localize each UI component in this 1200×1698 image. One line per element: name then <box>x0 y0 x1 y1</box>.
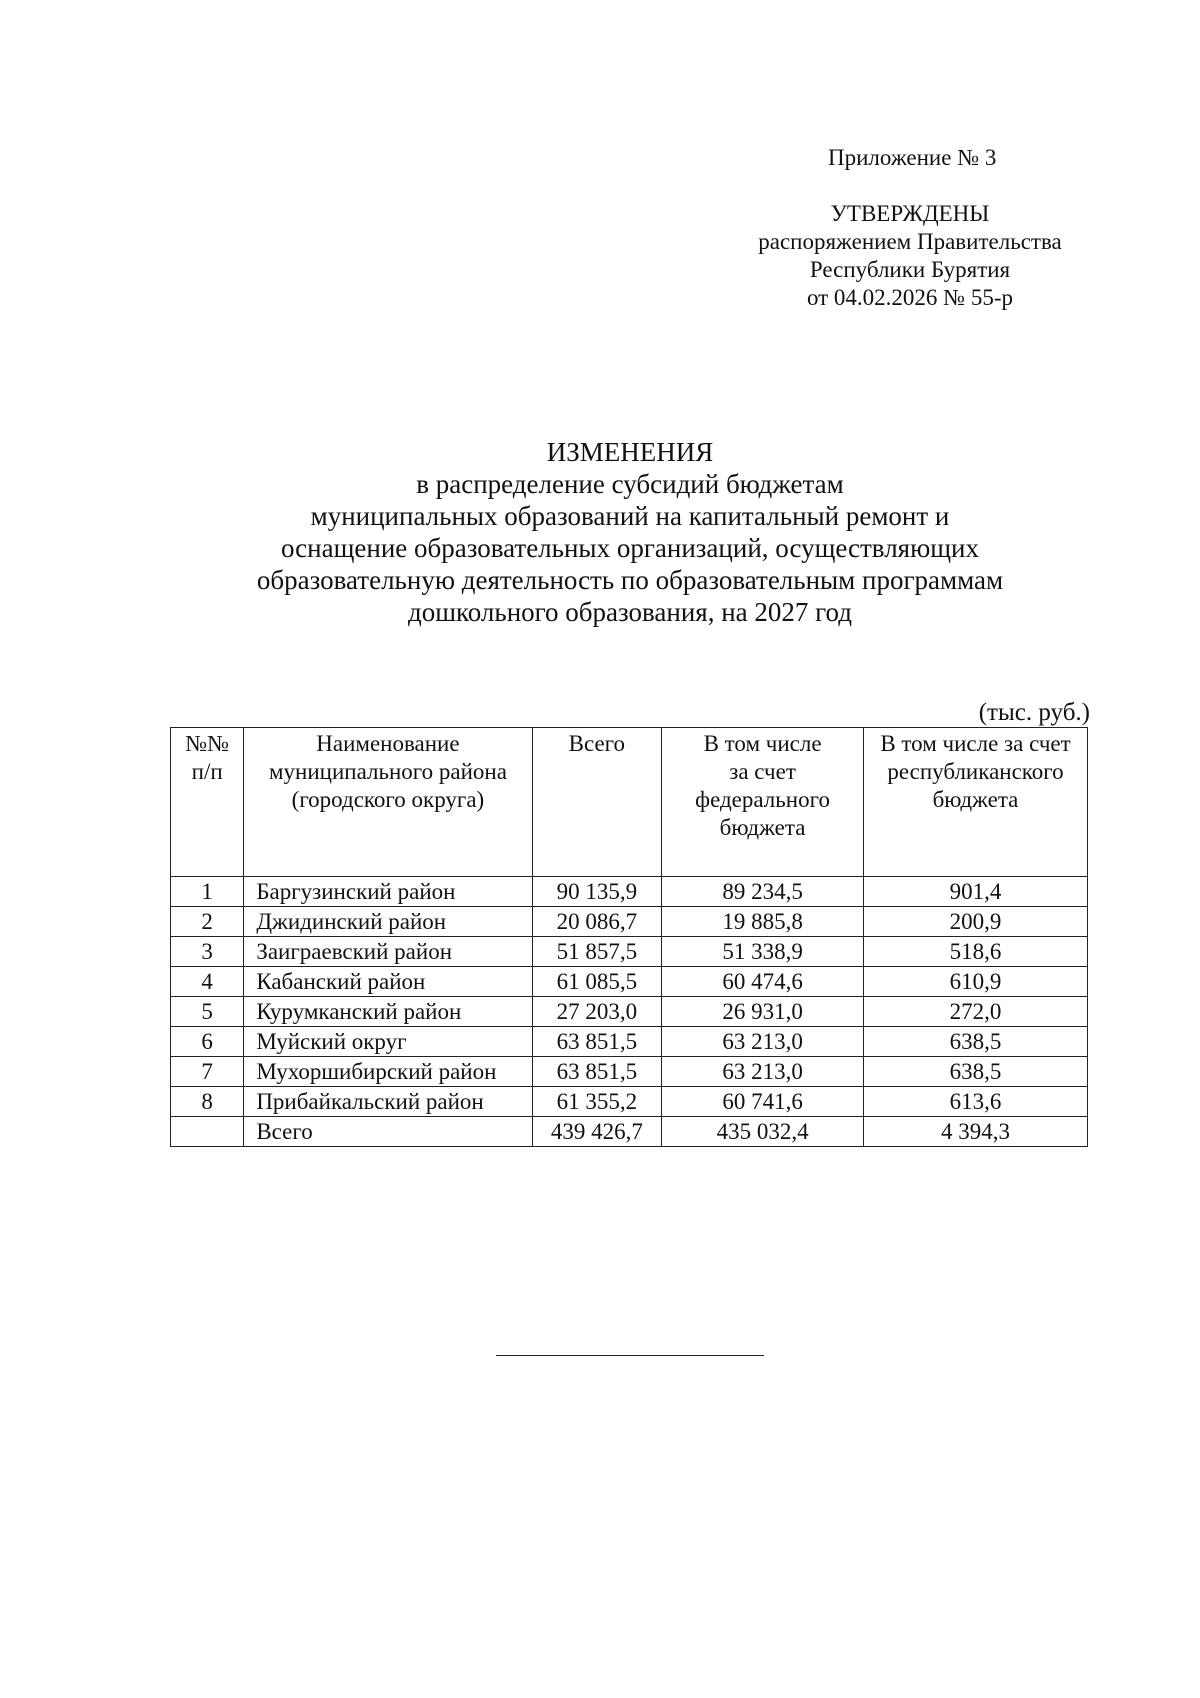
cell-total: 61 085,5 <box>532 967 662 997</box>
table-row <box>171 1057 1088 1087</box>
cell-name: Заиграевский район <box>244 937 532 967</box>
cell-num: 7 <box>171 1057 244 1087</box>
closing-rule <box>496 1355 764 1356</box>
cell-republic: 638,5 <box>864 1027 1088 1057</box>
cell-republic: 272,0 <box>864 997 1088 1027</box>
cell-federal: 63 213,0 <box>662 1057 864 1087</box>
cell-federal: 19 885,8 <box>662 907 864 937</box>
approval-line: Республики Бурятия <box>809 257 1011 282</box>
approval-line: от 04.02.2026 № 55-р <box>806 285 1014 310</box>
approval-line: распоряжением Правительства <box>758 229 1062 254</box>
cell-total: 51 857,5 <box>532 937 662 967</box>
header-republic: В том числе за счет республиканского бюджета <box>864 728 1088 877</box>
cell-federal: 51 338,9 <box>662 937 864 967</box>
table-total-row <box>171 1117 1088 1147</box>
cell-name: Мухоршибирский район <box>244 1057 532 1087</box>
table-row <box>171 937 1088 967</box>
subsidy-table <box>170 727 1088 1147</box>
table-row <box>171 1087 1088 1117</box>
cell-name: Джидинский район <box>244 907 532 937</box>
cell-name: Курумканский район <box>244 997 532 1027</box>
title-line: оснащение образовательных организаций, осуществляющих <box>281 533 979 563</box>
cell-republic: 638,5 <box>864 1057 1088 1087</box>
cell-num: 4 <box>171 967 244 997</box>
header-name: Наименование муниципального района (городского округа) <box>244 728 532 877</box>
cell-total: 63 851,5 <box>532 1027 662 1057</box>
cell-federal: 63 213,0 <box>662 1027 864 1057</box>
cell-name: Всего <box>244 1117 532 1147</box>
cell-federal: 435 032,4 <box>662 1117 864 1147</box>
cell-total: 20 086,7 <box>532 907 662 937</box>
header-federal: В том числе за счет федерального бюджета <box>662 728 864 877</box>
title-line: дошкольного образования, на 2027 год <box>407 597 853 627</box>
approval-block <box>738 200 1082 312</box>
cell-num: 5 <box>171 997 244 1027</box>
table-row <box>171 1027 1088 1057</box>
cell-total: 439 426,7 <box>532 1117 662 1147</box>
cell-name: Муйский округ <box>244 1027 532 1057</box>
table-row <box>171 997 1088 1027</box>
units-label: (тыс. руб.) <box>978 699 1090 726</box>
document-title <box>200 436 1060 628</box>
cell-total: 27 203,0 <box>532 997 662 1027</box>
cell-federal: 26 931,0 <box>662 997 864 1027</box>
table-header-row <box>171 728 1088 877</box>
title-line: муниципальных образований на капитальный ремонт и <box>310 501 950 531</box>
cell-total: 90 135,9 <box>532 877 662 907</box>
table-row <box>171 877 1088 907</box>
cell-name: Баргузинский район <box>244 877 532 907</box>
approval-line: УТВЕРЖДЕНЫ <box>830 201 990 226</box>
cell-name: Кабанский район <box>244 967 532 997</box>
header-num: №№ п/п <box>171 728 244 877</box>
cell-name: Прибайкальский район <box>244 1087 532 1117</box>
cell-num <box>171 1117 244 1147</box>
cell-num: 6 <box>171 1027 244 1057</box>
table-row <box>171 967 1088 997</box>
title-line: ИЗМЕНЕНИЯ <box>546 437 714 467</box>
cell-total: 63 851,5 <box>532 1057 662 1087</box>
cell-num: 2 <box>171 907 244 937</box>
title-line: образовательную деятельность по образовательным программам <box>256 565 1004 595</box>
cell-num: 1 <box>171 877 244 907</box>
cell-num: 8 <box>171 1087 244 1117</box>
cell-republic: 610,9 <box>864 967 1088 997</box>
cell-federal: 89 234,5 <box>662 877 864 907</box>
cell-republic: 518,6 <box>864 937 1088 967</box>
cell-federal: 60 741,6 <box>662 1087 864 1117</box>
cell-republic: 613,6 <box>864 1087 1088 1117</box>
appendix-number: Приложение № 3 <box>828 145 997 170</box>
cell-republic: 4 394,3 <box>864 1117 1088 1147</box>
table-row <box>171 907 1088 937</box>
cell-num: 3 <box>171 937 244 967</box>
cell-republic: 901,4 <box>864 877 1088 907</box>
header-total: Всего <box>532 728 662 877</box>
cell-federal: 60 474,6 <box>662 967 864 997</box>
title-line: в распределение субсидий бюджетам <box>416 469 844 499</box>
cell-total: 61 355,2 <box>532 1087 662 1117</box>
cell-republic: 200,9 <box>864 907 1088 937</box>
